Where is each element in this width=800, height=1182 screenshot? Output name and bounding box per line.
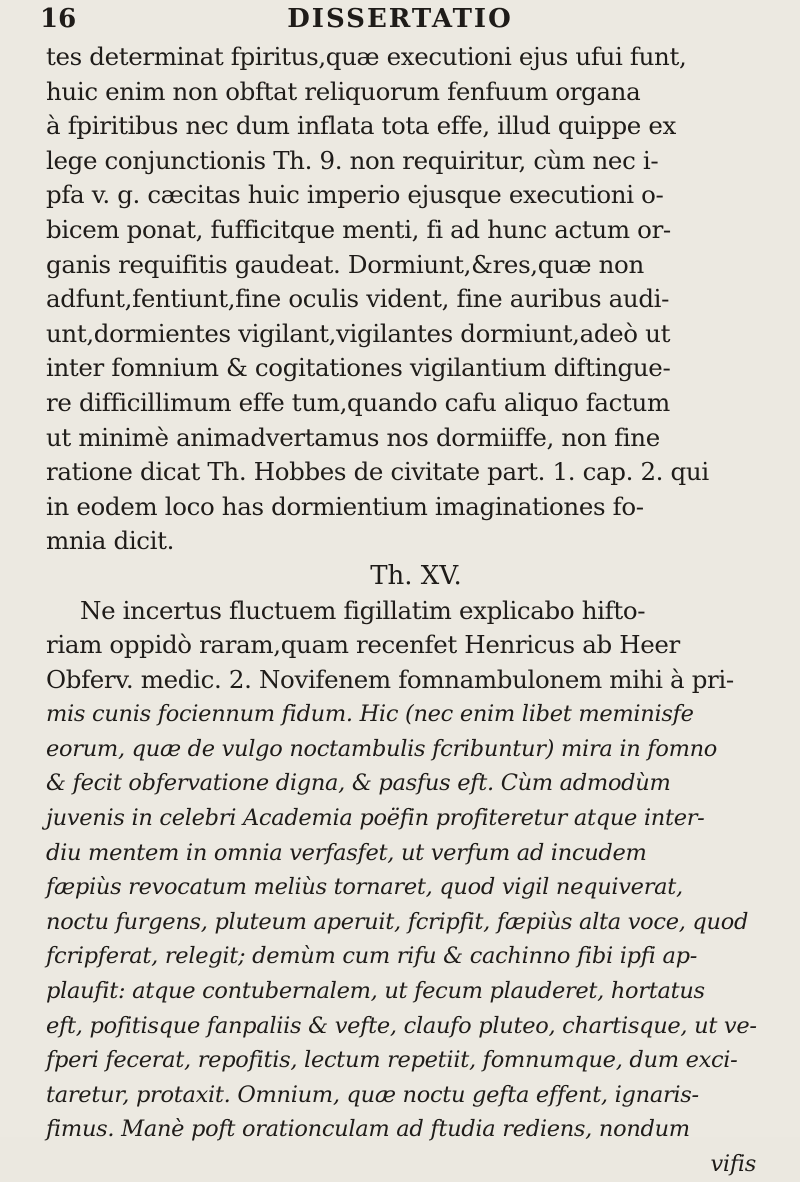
text-line: ut minimè animadvertamus nos dormiiffe, non fine [46,422,660,452]
catchword: vifis [710,1151,756,1177]
text-line: riam oppidò raram,quam recenfet Henricus ab Heer [46,630,680,660]
text-line: ratione dicat Th. Hobbes de civitate part. 1. cap. 2. qui [46,457,709,487]
italic-line: plaufit: atque contubernalem, ut fecum plauderet, hortatus [46,978,705,1005]
text-line: tes determinat fpiritus,quæ executioni ejus ufui funt, [46,42,687,71]
page-number: 16 [40,4,77,34]
text-line: re difficillimum effe tum,quando cafu aliquo factum [46,387,670,417]
italic-line: taretur, protaxit. Omnium, quæ noctu gefta effent, ignaris- [46,1081,699,1108]
text-line: mnia dicit. [46,526,175,556]
italic-line: diu mentem in omnia verfasfet, ut verfum ad incudem [46,839,647,866]
text-body [46,40,786,1182]
italic-line: fæpiùs revocatum meliùs tornaret, quod vigil nequiverat, [46,874,683,901]
text-line: Obferv. medic. 2. Novifenem fomnambulonem mihi à pri- [46,664,734,694]
running-title: DISSERTATIO [287,4,513,34]
italic-line: eorum, quæ de vulgo noctambulis fcribuntur) mira in fomno [46,735,718,762]
section-heading: Th. XV. [370,560,462,591]
text-line: ganis requifitis gaudeat. Dormiunt,&res,quæ non [46,249,644,279]
italic-line: fperi fecerat, repofitis, lectum repetiit, fomnumque, dum exci- [46,1047,738,1074]
page-header [0,4,800,38]
text-line: inter fomnium & cogitationes vigilantium diftingue- [46,353,671,383]
text-line: Ne incertus fluctuem figillatim explicabo hifto- [80,595,646,625]
italic-line: eft, pofitisque fanpaliis & vefte, claufo pluteo, chartisque, ut ve- [46,1012,757,1039]
italic-line: fcripferat, relegit; demùm cum rifu & cachinno fibi ipfi ap- [46,943,698,970]
text-line: à fpiritibus nec dum inflata tota effe, illud quippe ex [46,111,676,141]
text-line: bicem ponat, fufficitque menti, fi ad hunc actum or- [46,214,671,244]
text-line: in eodem loco has dormientium imaginationes fo- [46,491,644,521]
text-line: lege conjunctionis Th. 9. non requiritur, cùm nec i- [46,145,659,175]
text-line: pfa v. g. cæcitas huic imperio ejusque executioni o- [46,180,664,210]
italic-line: juvenis in celebri Academia poëfin profiteretur atque inter- [46,805,705,832]
italic-line: mis cunis fociennum fidum. Hic (nec enim libet meminisfe [46,701,694,728]
italic-line: noctu furgens, pluteum aperuit, fcripfit, fæpiùs alta voce, quod [46,908,749,935]
text-line: adfunt,fentiunt,fine oculis vident, fine auribus audi- [46,284,670,314]
text-line: unt,dormientes vigilant,vigilantes dormiunt,adeò ut [46,318,671,348]
text-line: huic enim non obftat reliquorum fenfuum organa [46,76,641,106]
italic-line: & fecit obfervatione digna, & pasfus eft. Cùm admodùm [46,770,671,797]
italic-line: fimus. Manè poft orationculam ad ftudia rediens, nondum [46,1116,690,1143]
